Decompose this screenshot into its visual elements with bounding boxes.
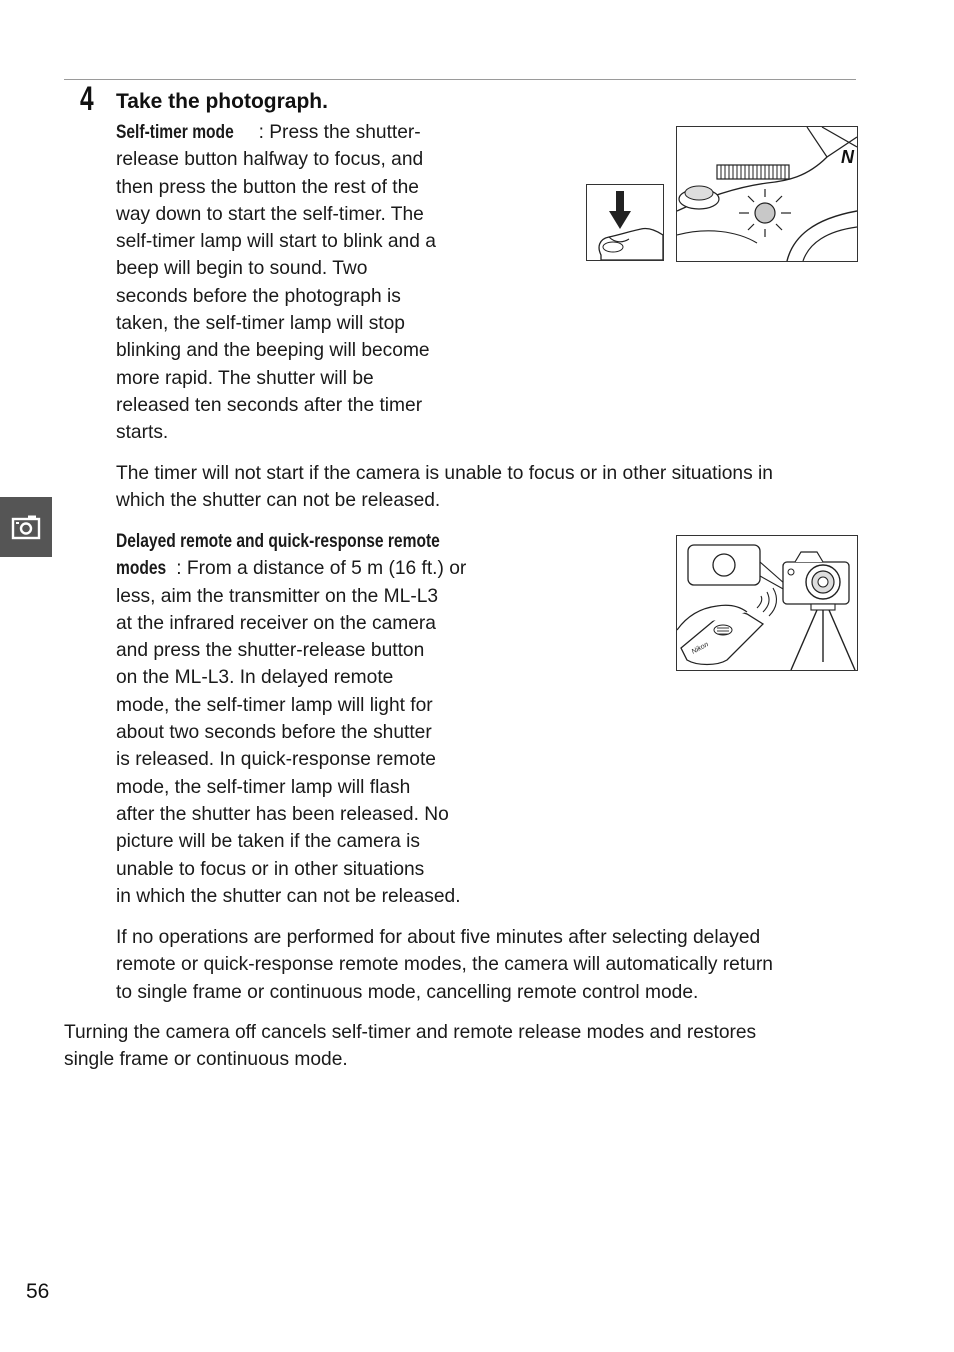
svg-text:Nikon: Nikon xyxy=(690,641,710,656)
step-title: Take the photograph. xyxy=(116,90,328,113)
self-timer-lamp xyxy=(755,203,775,223)
remote-control-illustration xyxy=(676,535,858,671)
shutter-press-illustration xyxy=(586,184,664,261)
svg-text:N: N xyxy=(841,147,854,167)
page-number: 56 xyxy=(26,1280,50,1303)
self-timer-paragraph: Self-timer mode : Press the shutter- release button halfway to focus, and then press the button the rest of the way down to start the self-timer. The self-timer lamp will start to blink and a beep will begin to sound. Two seconds before the photograph is taken, the self-timer lamp will stop blinking and the beeping will become more rapid. The shutter will be released ten seconds after the timer starts. xyxy=(116,119,496,447)
self-timer-term: Self-timer mode xyxy=(116,122,234,143)
step-number: 4 xyxy=(80,80,94,118)
remote-term-line2: modes xyxy=(116,558,167,580)
footer-note: Turning the camera off cancels self-timer and remote release modes and restores single frame or continuous mode. xyxy=(64,1022,757,1071)
finger-press-icon xyxy=(587,185,663,260)
top-rule xyxy=(64,79,856,80)
remote-term-line1: Delayed remote and quick-response remote xyxy=(116,531,440,552)
camera-lamp-icon xyxy=(677,127,857,261)
remote-paragraph: Delayed remote and quick-response remote modes : From a distance of 5 m (16 ft.) or less, aim the transmitter on the ML-L3 at the infrared receiver on the camera and press the shutter-release button on the ML-L3. In delayed remote mode, the self-timer lamp will light for about two seconds before the shutter is released. In quick-response remote mode, the self-timer lamp will flash after the shutter has been released. No picture will be taken if the camera is unable to focus or in other situations in which the shutter can not be released. xyxy=(116,528,516,910)
camera-icon xyxy=(11,514,41,540)
section-tab xyxy=(0,497,52,557)
self-timer-lamp-illustration xyxy=(676,126,858,262)
timer-note: The timer will not start if the camera is unable to focus or in other situations in which the shutter can not be released. xyxy=(116,463,773,512)
remote-note: If no operations are performed for about five minutes after selecting delayed remote or quick-response remote modes, the camera will automatically return to single frame or continuous mode, cancelling remote control mode. xyxy=(116,927,773,1003)
remote-camera-icon xyxy=(677,536,857,670)
